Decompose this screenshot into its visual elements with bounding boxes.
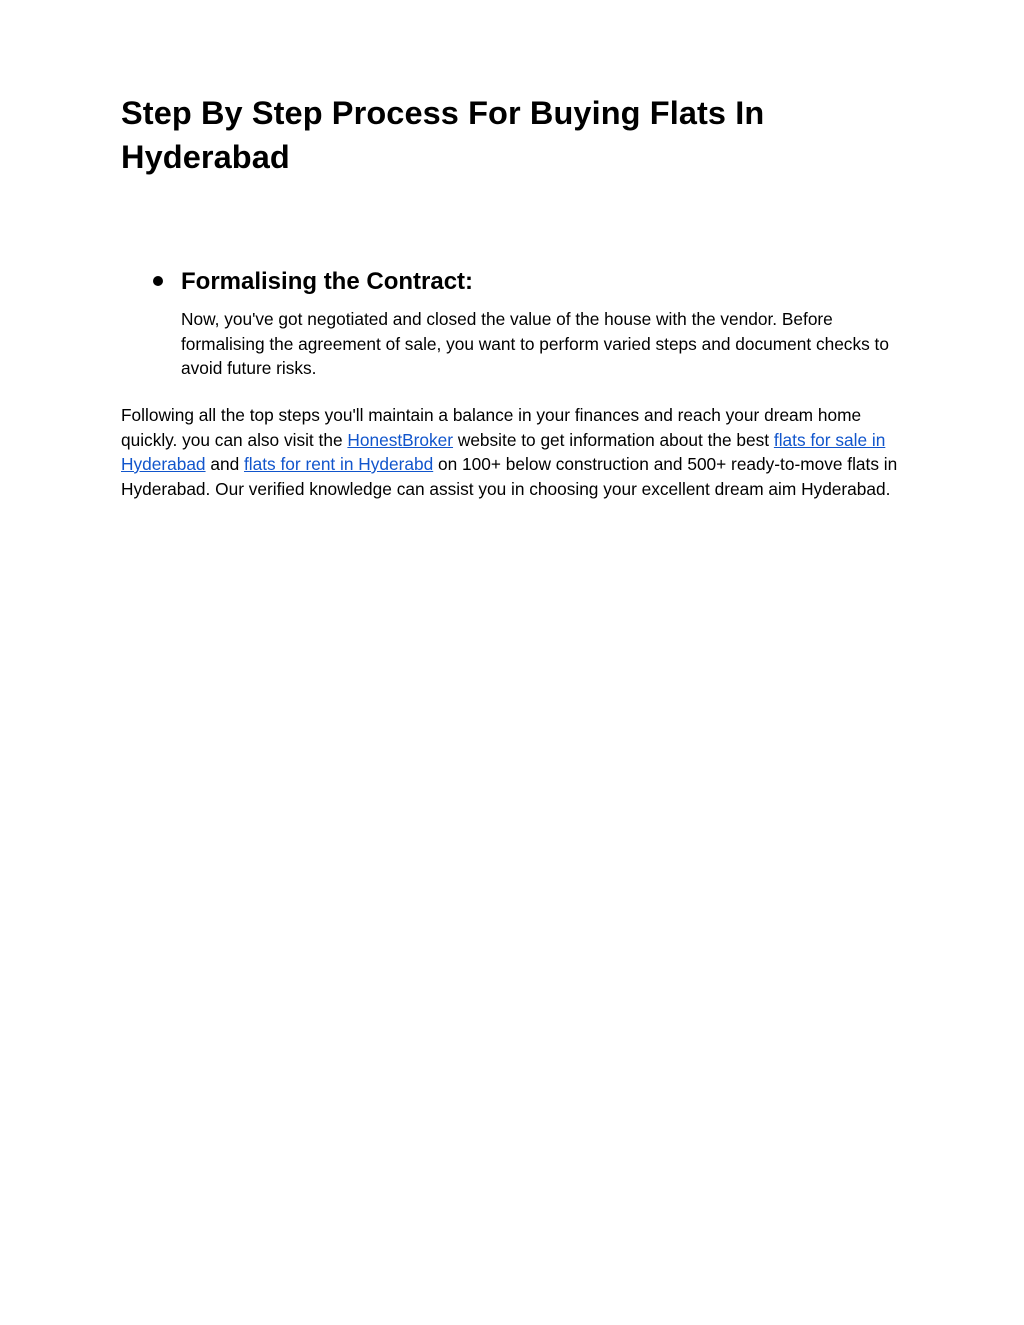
page-title: Step By Step Process For Buying Flats In Hyderabad [121, 95, 765, 175]
honestbroker-link[interactable]: HonestBroker [347, 429, 454, 450]
flats-for-sale-link[interactable]: flats for sale in Hyderabad [121, 429, 886, 474]
closing-text-2: website to get information about the best [453, 429, 774, 450]
section-heading: Formalising the Contract: [181, 268, 474, 295]
closing-text-3: and [205, 454, 244, 474]
bullet-icon [153, 276, 163, 286]
section-body: Now, you've got negotiated and closed the value of the house with the vendor. Before formalising the agreement of sale, you want to perform varied steps and document checks to avoid future risks. [181, 309, 889, 378]
closing-text-4: on 100+ below construction and 500+ ready-to-move flats in Hyderabad. Our verified knowledge can assist you in choosing your excellent dream aim Hyderabad. [121, 454, 898, 499]
closing-paragraph [121, 403, 911, 501]
closing-text-1: Following all the top steps you'll maintain a balance in your finances and reach your dream home quickly. you can also visit the [121, 405, 862, 450]
flats-for-rent-link[interactable]: flats for rent in Hyderabd [243, 454, 434, 474]
